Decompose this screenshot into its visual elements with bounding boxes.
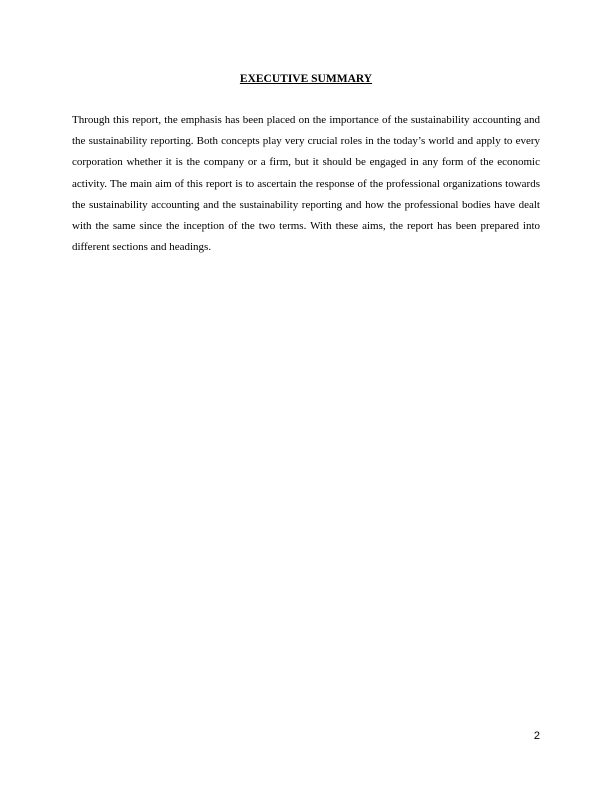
section-heading: EXECUTIVE SUMMARY <box>239 73 373 85</box>
page-number: 2 <box>533 730 540 742</box>
summary-paragraph: Through this report, the emphasis has been placed on the importance of the sustainability accounting and the sustainability reporting. Both concepts play very crucial roles in the today’s world and apply to every corporation whether it is the company or a firm, but it should be engaged in any form of the economic activity. The main aim of this report is to ascertain the response of the professional organizations towards the sustainability accounting and the sustainability reporting and how the professional bodies have dealt with the same since the inception of the two terms. With these aims, the report has been prepared into different sections and headings. <box>72 114 540 254</box>
